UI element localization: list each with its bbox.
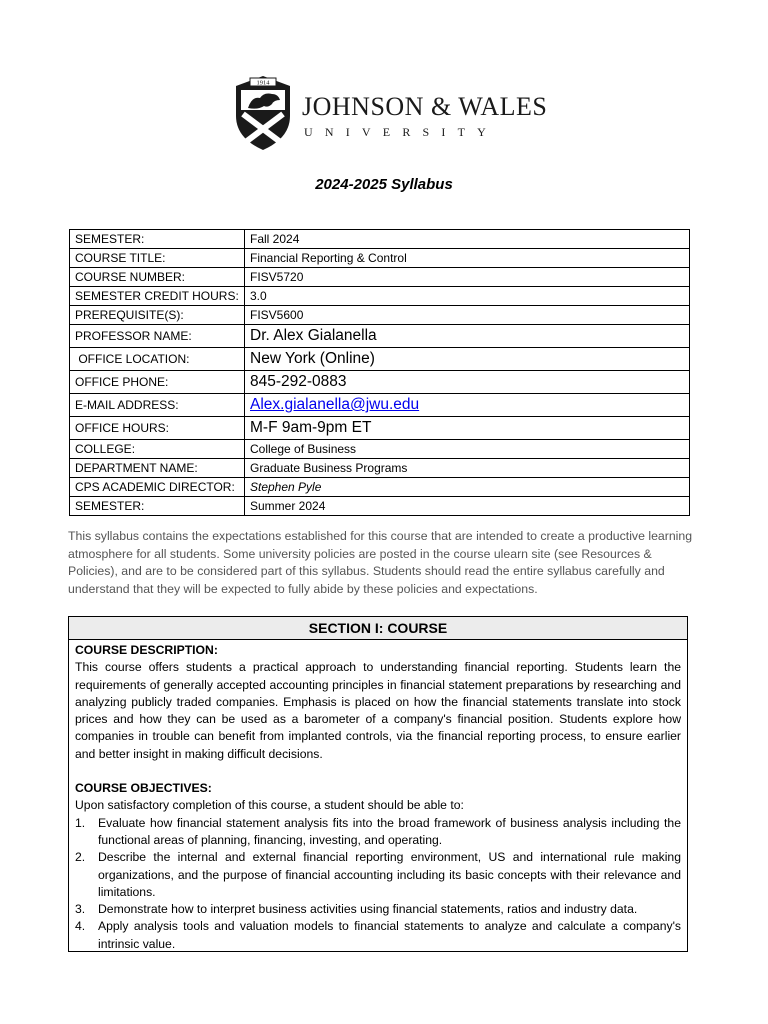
row-value: M-F 9am-9pm ET [245, 417, 690, 440]
table-row [70, 249, 690, 268]
row-value: New York (Online) [245, 348, 690, 371]
row-value: College of Business [245, 440, 690, 459]
course-objectives-heading: COURSE OBJECTIVES: [75, 781, 212, 796]
table-row [70, 268, 690, 287]
university-crest-icon [228, 72, 298, 154]
row-label: DEPARTMENT NAME: [70, 459, 245, 478]
table-row [70, 440, 690, 459]
row-label: COURSE TITLE: [70, 249, 245, 268]
list-item-text: Apply analysis tools and valuation models to financial statements to analyze and calculate a company's intrinsic value. [98, 919, 681, 951]
row-value: Financial Reporting & Control [245, 249, 690, 268]
list-item-text: Demonstrate how to interpret business activities using financial statements, ratios and industry data. [98, 902, 638, 917]
list-item-number: 4. [75, 919, 86, 934]
list-item-number: 2. [75, 850, 86, 865]
row-value: Stephen Pyle [245, 478, 690, 497]
section-title: SECTION I: COURSE [69, 617, 687, 640]
table-row [70, 348, 690, 371]
table-row [70, 417, 690, 440]
row-value: 845-292-0883 [245, 371, 690, 394]
row-label: SEMESTER: [70, 497, 245, 516]
university-logo [228, 72, 548, 154]
list-item [75, 918, 681, 953]
row-label: PROFESSOR NAME: [70, 325, 245, 348]
row-value: 3.0 [245, 287, 690, 306]
row-value: Graduate Business Programs [245, 459, 690, 478]
logo-name: JOHNSON & WALES [302, 92, 548, 121]
row-label: COLLEGE: [70, 440, 245, 459]
objectives-list [75, 815, 681, 953]
table-row [70, 306, 690, 325]
course-info-table [69, 229, 690, 516]
row-label: CPS ACADEMIC DIRECTOR: [70, 478, 245, 497]
list-item-text: Describe the internal and external financial reporting environment, US and international rule making organizations, and the purpose of financial accounting including its basic concepts with their relevance and limitations. [98, 850, 681, 899]
email-link[interactable]: Alex.gialanella@jwu.edu [250, 396, 420, 413]
spacer [75, 763, 681, 780]
row-value: Fall 2024 [245, 230, 690, 249]
course-objectives-intro: Upon satisfactory completion of this course, a student should be able to: [75, 798, 464, 813]
row-label: E-MAIL ADDRESS: [70, 394, 245, 417]
logo-subtitle: UNIVERSITY [304, 125, 498, 139]
row-label: OFFICE LOCATION: [70, 348, 245, 371]
table-row [70, 459, 690, 478]
table-row [70, 230, 690, 249]
row-value: FISV5600 [245, 306, 690, 325]
syllabus-intro-paragraph: This syllabus contains the expectations established for this course that are intended to create a productive learning atmosphere for all students. Some university policies are posted in the course ulearn site (see Resources & Policies), and are to be considered part of this syllabus. Students should read the entire syllabus carefully and understand that they will be expected to fully abide by these policies and expectations. [68, 529, 693, 596]
table-row [70, 394, 690, 417]
section-course [68, 616, 688, 952]
row-value: Summer 2024 [245, 497, 690, 516]
course-description-heading: COURSE DESCRIPTION: [75, 643, 218, 657]
table-row [70, 371, 690, 394]
row-value: FISV5720 [245, 268, 690, 287]
row-label: COURSE NUMBER: [70, 268, 245, 287]
list-item-number: 1. [75, 815, 86, 830]
row-label: OFFICE PHONE: [70, 371, 245, 394]
row-value [245, 394, 690, 417]
row-label: OFFICE HOURS: [70, 417, 245, 440]
table-row [70, 287, 690, 306]
row-label: PREREQUISITE(S): [70, 306, 245, 325]
table-row [70, 497, 690, 516]
row-label: SEMESTER CREDIT HOURS: [70, 287, 245, 306]
list-item [75, 815, 681, 850]
table-row [70, 478, 690, 497]
document-title: 2024-2025 Syllabus [315, 176, 453, 193]
list-item [75, 849, 681, 901]
svg-text:1914: 1914 [256, 79, 270, 87]
section-body [69, 640, 687, 953]
list-item-number: 3. [75, 902, 86, 917]
list-item [75, 901, 681, 918]
row-label: SEMESTER: [70, 230, 245, 249]
table-row [70, 325, 690, 348]
list-item-text: Evaluate how financial statement analysis fits into the broad framework of business analysis including the functional areas of planning, financing, investing, and operating. [98, 815, 681, 847]
course-description-text: This course offers students a practical approach to understanding financial reporting. Students learn the requirements of generally accepted accounting principles in financial statement preparations by researching and analyzing publicly traded companies. Emphasis is placed on how the financial statements translate into stock prices and how they can be used as a barometer of a company's financial position. Students explore how companies in trouble can benefit from implanted controls, via the financial reporting process, to ensure earlier and better insight in making difficult decisions. [75, 660, 681, 761]
row-value: Dr. Alex Gialanella [245, 325, 690, 348]
